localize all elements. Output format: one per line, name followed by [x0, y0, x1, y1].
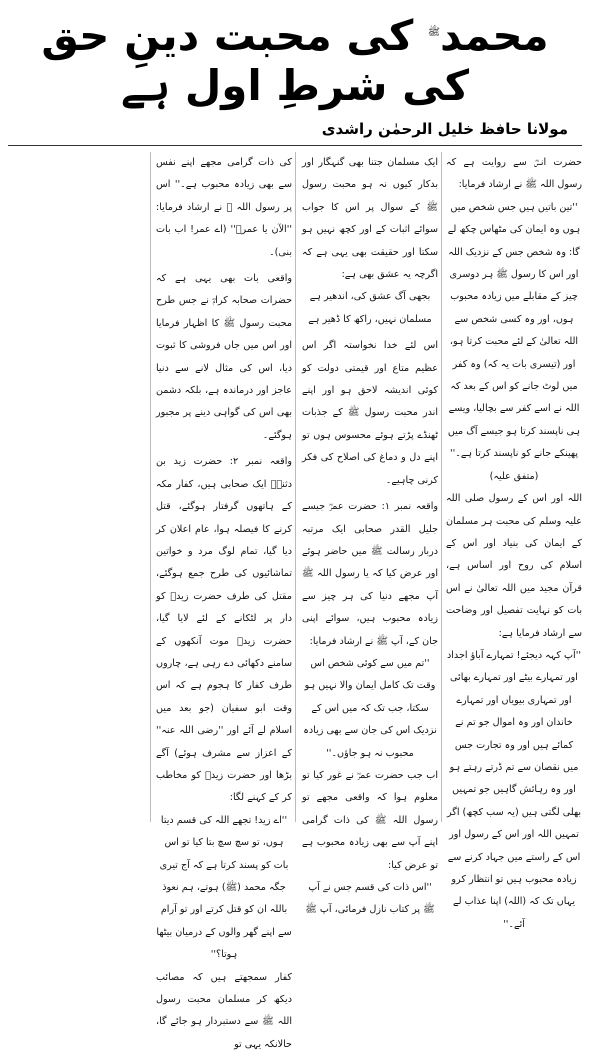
quote: ''آپ کہہ دیجئے! تمہارے آباؤ اجداد اور تمہارے بیٹے اور تمہارے بھائی اور تمہاری بیویاں اور تمہارے خاندان اور وہ اموال جو تم نے کمائے ہیں اور وہ تجارت جس میں نقصان سے تم ڈرتے رہتے ہو اور وہ رہائش گاہیں جو تمہیں بھلی لگتی ہیں (یہ سب کچھ) اگر تمہیں اللہ اور اس کے رسول اور اس کے راستے میں جہاد کرنے سے زیادہ محبوب ہیں تو انتظار کرو یہاں تک کہ (اللہ) اپنا عذاب لے آئے۔''	[446, 649, 582, 930]
paragraph: اس لئے خدا نخواستہ اگر اس عظیم متاع اور قیمتی دولت کو کوئی اندیشہ لاحق ہو اور اپنے اندر محبت رسول ﷺ کے جذبات ٹھنڈے پڑتے ہوئے محسوس ہوں تو اپنے دل و دماغ کی اصلاح کی فکر کرنی چاہیے۔	[302, 340, 438, 486]
paragraph: کفار سمجھتے ہیں کہ مصائب دیکھ کر مسلمان محبت رسول اللہ ﷺ سے دستبردار ہو جائے گا، حالانکہ یہی تو	[156, 971, 292, 1050]
column-divider	[441, 152, 442, 822]
paragraph: اب جب حضرت عمرؓ نے غور کیا تو معلوم ہوا کہ واقعی مجھے تو رسول اللہ ﷺ کی ذات گرامی اپنے آپ سے بھی زیادہ محبوب ہے تو عرض کیا:	[302, 769, 438, 871]
column-divider	[150, 152, 151, 822]
article-column-4	[11, 152, 147, 827]
quote: ''تم میں سے کوئی شخص اس وقت تک کامل ایمان والا نہیں ہو سکتا، جب تک کہ میں اس کے نزدیک اس کی جان سے بھی زیادہ محبوب نہ ہو جاؤں۔''	[303, 657, 437, 759]
paragraph: حضرت انسؓ سے روایت ہے کہ رسول اللہ ﷺ نے ارشاد فرمایا:	[446, 157, 582, 191]
author-byline: مولانا حافظ خلیل الرحمٰن راشدی	[321, 120, 568, 138]
column-divider	[295, 152, 296, 822]
header-divider	[8, 145, 582, 146]
article-column-1	[446, 152, 582, 930]
page-title	[20, 8, 570, 108]
paragraph: اللہ اور اس کے رسول صلی اللہ علیہ وسلم کی محبت ہر مسلمان کے ایمان کی بنیاد اور اس کے اسلام کی روح اور اساس ہے، قرآن مجید میں اللہ تعالیٰ نے اس بات کو نہایت تفصیل اور وضاحت سے ارشاد فرمایا ہے:	[446, 493, 582, 639]
paragraph: واقعی بات بھی یہی ہے کہ حضرات صحابہ کرامؓ نے جس طرح محبت رسول ﷺ کا اظہار فرمایا اور اس میں جاں فروشی کا ثبوت دیا، اس کی مثال لانے سے دنیا عاجز اور درماندہ ہے، بلکہ دشمن بھی اس کی گواہی دینے پر مجبور ہوگئے۔	[156, 273, 292, 441]
paragraph: واقعہ نمبر ۲: حضرت زید بن دثنہؓ ایک صحابی ہیں، کفار مکہ کے ہاتھوں گرفتار ہوگئے، قتل کرنے کا فیصلہ ہوا، عام اعلان کر دیا گیا، تمام لوگ مرد و خواتین تماشائیوں کی طرح جمع ہوگئے، مقتل کی طرف حضرت زیدؓ کو دار پر لٹکانے کے لئے لایا گیا، حضرت زیدؓ موت آنکھوں کے سامنے دکھائی دے رہی ہے، چاروں طرف کفار کا ہجوم ہے کہ اس وقت ابو سفیان (جو بعد میں اسلام لے آئے اور ''رضی اللہ عنہ'' کے اعزاز سے مشرف ہوئے) آگے بڑھا اور حضرت زیدؓ کو مخاطب کر کے کہنے لگا:	[156, 456, 292, 804]
title-name: محمد	[439, 11, 549, 60]
article-column-2	[302, 152, 438, 916]
quote: ''تین باتیں ہیں جس شخص میں ہوں وہ ایمان کی مٹھاس چکھ لے گا: وہ شخص جس کے نزدیک اللہ اور اس کا رسول ﷺ ہر دوسری چیز کے مقابلے میں زیادہ محبوب ہوں، اور وہ کسی شخص سے اللہ تعالیٰ کے لئے محبت کرتا ہو، اور (تیسری بات یہ کہ) وہ کفر میں لوٹ جانے کو اس کے بعد کہ اللہ نے اسے کفر سے بچالیا، ویسے ہی ناپسند کرتا ہو جیسے آگ میں پھینکے جانے کو ناپسند کرتا ہے۔'' (متفق علیہ)	[447, 201, 581, 482]
quote: ''اے زید! تجھے اللہ کی قسم دیتا ہوں، تو سچ سچ بتا کیا تو اس بات کو پسند کرتا ہے کہ آج تیری جگہ محمد (ﷺ) ہوتے، ہم نعوذ باللہ ان کو قتل کرتے اور تو آرام سے اپنے گھر والوں کے درمیان بیٹھا ہوتا؟''	[156, 814, 292, 961]
title-honorific: ﷺ	[427, 27, 440, 38]
poetry-line: بجھی آگ عشق کی، اندھیر ہے	[309, 291, 431, 303]
paragraph: واقعہ نمبر ۱: حضرت عمرؓ جیسے جلیل القدر صحابی ایک مرتبہ دربار رسالت ﷺ میں حاضر ہوئے اور عرض کیا کہ یا رسول اللہ ﷺ آپ مجھے دنیا کی ہر چیز سے زیادہ محبوب ہیں، سوائے اپنی جان کے، آپ ﷺ نے ارشاد فرمایا:	[302, 501, 438, 647]
article-column-3	[156, 152, 292, 1050]
paragraph: ایک مسلمان جتنا بھی گنہگار اور بدکار کیوں نہ ہو محبت رسول ﷺ کے سوال پر اس کا جواب سوائے اثبات کے اور کچھ نہیں ہو سکتا اور حقیقت بھی یہی ہے کہ اگرچہ یہ عشق بھی ہے:	[302, 157, 438, 281]
title-rest: کی محبت دینِ حق کی شرطِ اول ہے	[41, 11, 469, 110]
poetry-line: مسلمان نہیں، راکھ کا ڈھیر ہے	[308, 313, 432, 325]
quote: ''اس ذات کی قسم جس نے آپ ﷺ پر کتاب نازل فرمائی، آپ ﷺ	[305, 882, 435, 916]
paragraph: کی ذات گرامی مجھے اپنے نفس سے بھی زیادہ محبوب ہے۔'' اس پر رسول اللہ ﷺ نے ارشاد فرمایا: ''الآن یا عمرؓ'' (اے عمر! اب بات بنی)۔	[156, 157, 292, 258]
